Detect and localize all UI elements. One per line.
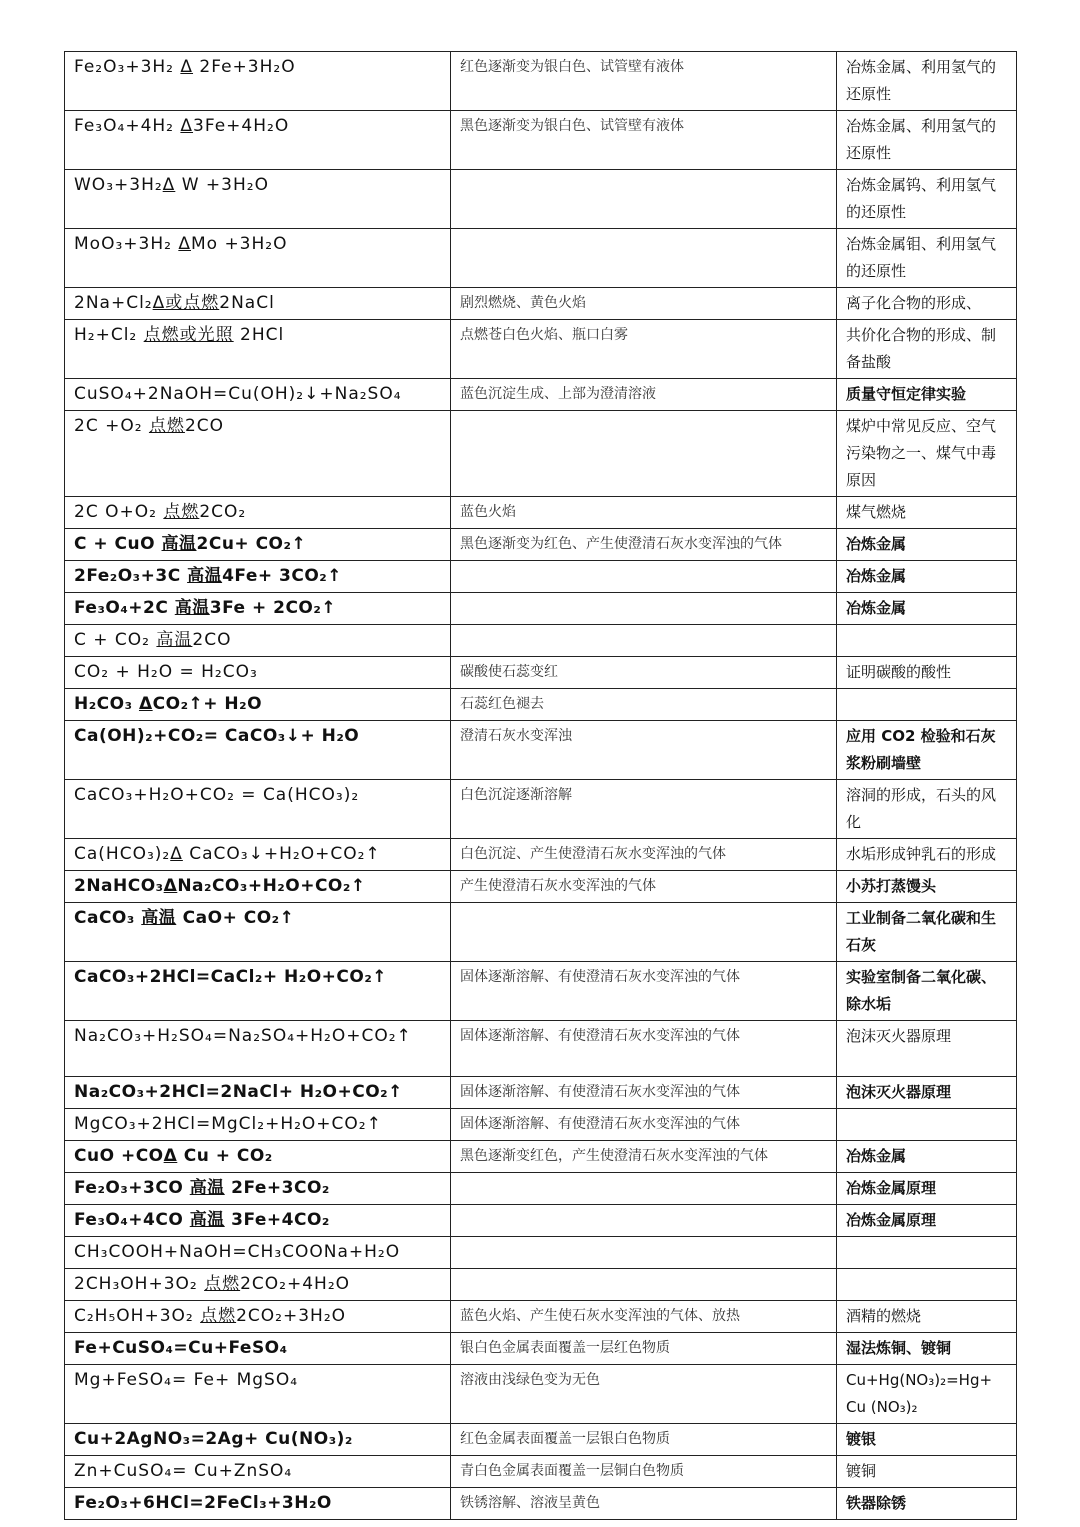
table-row <box>65 962 1017 1021</box>
equation-cell <box>65 561 451 593</box>
table-row <box>65 625 1017 657</box>
application-cell: 冶炼金属钼、利用氢气的还原性 <box>837 229 1017 288</box>
equation-part: 2C O+O₂ <box>74 502 164 522</box>
table-row <box>65 1269 1017 1301</box>
equation-cell <box>65 1109 451 1141</box>
equation-part: Mo +3H₂O <box>190 234 288 254</box>
reaction-table-body <box>65 52 1017 1520</box>
reaction-condition: 点燃或光照 <box>143 325 234 345</box>
equation-cell <box>65 170 451 229</box>
reaction-condition: Δ <box>170 844 183 864</box>
phenomenon-cell <box>451 1173 837 1205</box>
equation-cell <box>65 229 451 288</box>
reaction-condition: Δ <box>162 175 176 195</box>
table-row <box>65 497 1017 529</box>
table-row <box>65 721 1017 780</box>
phenomenon-cell: 碳酸使石蕊变红 <box>451 657 837 689</box>
equation-cell <box>65 1077 451 1109</box>
table-row <box>65 1141 1017 1173</box>
equation-cell <box>65 780 451 839</box>
application-cell: 铁器除锈 <box>837 1488 1017 1520</box>
application-cell: 冶炼金属、利用氢气的还原性 <box>837 111 1017 170</box>
equation-cell <box>65 320 451 379</box>
reaction-condition: 点燃 <box>163 502 200 522</box>
phenomenon-cell: 黑色逐渐变红色，产生使澄清石灰水变浑浊的气体 <box>451 1141 837 1173</box>
equation-part: 3Fe + 2CO₂↑ <box>209 598 337 618</box>
equation-part: Na₂CO₃+2HCl=2NaCl+ H₂O+CO₂↑ <box>74 1082 403 1102</box>
table-row <box>65 379 1017 411</box>
equation-part: C + CuO <box>74 534 162 554</box>
equation-cell <box>65 288 451 320</box>
table-row <box>65 1205 1017 1237</box>
table-row <box>65 1109 1017 1141</box>
table-row <box>65 1424 1017 1456</box>
application-cell: 小苏打蒸馒头 <box>837 871 1017 903</box>
table-row <box>65 780 1017 839</box>
equation-cell <box>65 1424 451 1456</box>
table-row <box>65 529 1017 561</box>
table-row <box>65 561 1017 593</box>
equation-part: CaCO₃+2HCl=CaCl₂+ H₂O+CO₂↑ <box>74 967 388 987</box>
equation-part: 2CO <box>184 416 225 436</box>
equation-part: 2Fe+3H₂O <box>193 57 296 77</box>
application-cell: 冶炼金属 <box>837 593 1017 625</box>
table-row <box>65 288 1017 320</box>
equation-part: 2Na+Cl₂ <box>74 293 153 313</box>
equation-cell <box>65 839 451 871</box>
table-row <box>65 1301 1017 1333</box>
equation-part: MoO₃+3H₂ <box>74 234 179 254</box>
equation-part: 4Fe+ 3CO₂↑ <box>222 566 342 586</box>
phenomenon-cell: 固体逐渐溶解、有使澄清石灰水变浑浊的气体 <box>451 1077 837 1109</box>
table-row <box>65 1173 1017 1205</box>
reaction-table <box>64 51 1017 1520</box>
equation-part: C₂H₅OH+3O₂ <box>74 1306 201 1326</box>
equation-cell <box>65 1456 451 1488</box>
application-cell: 质量守恒定律实验 <box>837 379 1017 411</box>
equation-cell <box>65 1173 451 1205</box>
phenomenon-cell: 剧烈燃烧、黄色火焰 <box>451 288 837 320</box>
equation-part: 2CO <box>192 630 232 650</box>
equation-cell <box>65 379 451 411</box>
table-row <box>65 1456 1017 1488</box>
equation-part: Fe₂O₃+6HCl=2FeCl₃+3H₂O <box>74 1493 332 1513</box>
application-cell: 证明碳酸的酸性 <box>837 657 1017 689</box>
application-cell <box>837 625 1017 657</box>
application-cell: 镀铜 <box>837 1456 1017 1488</box>
equation-cell <box>65 1333 451 1365</box>
phenomenon-cell <box>451 170 837 229</box>
phenomenon-cell: 澄清石灰水变浑浊 <box>451 721 837 780</box>
application-cell: 冶炼金属、利用氢气的还原性 <box>837 52 1017 111</box>
equation-part: Na₂CO₃+H₂O+CO₂↑ <box>177 876 366 896</box>
equation-part: 2Fe₂O₃+3C <box>74 566 188 586</box>
phenomenon-cell <box>451 561 837 593</box>
phenomenon-cell: 点燃苍白色火焰、瓶口白雾 <box>451 320 837 379</box>
phenomenon-cell: 固体逐渐溶解、有使澄清石灰水变浑浊的气体 <box>451 1021 837 1077</box>
application-cell: 冶炼金属 <box>837 561 1017 593</box>
equation-cell <box>65 1205 451 1237</box>
equation-part: CO₂↑+ H₂O <box>152 694 263 714</box>
application-cell: 泡沫灭火器原理 <box>837 1077 1017 1109</box>
phenomenon-cell <box>451 1237 837 1269</box>
table-row <box>65 1488 1017 1520</box>
application-cell <box>837 689 1017 721</box>
table-row <box>65 839 1017 871</box>
reaction-condition: Δ <box>138 694 153 714</box>
equation-cell <box>65 529 451 561</box>
application-cell: 工业制备二氧化碳和生石灰 <box>837 903 1017 962</box>
phenomenon-cell: 固体逐渐溶解、有使澄清石灰水变浑浊的气体 <box>451 1109 837 1141</box>
equation-cell <box>65 593 451 625</box>
equation-part: Fe₃O₄+2C <box>74 598 175 618</box>
equation-cell <box>65 1141 451 1173</box>
phenomenon-cell <box>451 1269 837 1301</box>
equation-part: WO₃+3H₂ <box>74 175 163 195</box>
application-cell: 湿法炼铜、镀铜 <box>837 1333 1017 1365</box>
table-row <box>65 903 1017 962</box>
equation-part: CaO+ CO₂↑ <box>176 908 295 928</box>
equation-part: 2CH₃OH+3O₂ <box>74 1274 205 1294</box>
equation-part: Na₂CO₃+H₂SO₄=Na₂SO₄+H₂O+CO₂↑ <box>74 1026 412 1046</box>
application-cell <box>837 1269 1017 1301</box>
reaction-condition: 高温 <box>189 1210 225 1230</box>
equation-part: 2CO₂+4H₂O <box>240 1274 351 1294</box>
equation-cell <box>65 111 451 170</box>
equation-part: 2CO₂ <box>199 502 247 522</box>
table-row <box>65 871 1017 903</box>
reaction-condition: Δ <box>163 1146 178 1166</box>
application-cell: 煤气燃烧 <box>837 497 1017 529</box>
equation-cell <box>65 962 451 1021</box>
phenomenon-cell: 产生使澄清石灰水变浑浊的气体 <box>451 871 837 903</box>
equation-part: H₂+Cl₂ <box>74 325 144 345</box>
phenomenon-cell <box>451 593 837 625</box>
equation-cell <box>65 721 451 780</box>
table-row <box>65 1237 1017 1269</box>
table-row <box>65 1365 1017 1424</box>
table-row <box>65 1021 1017 1077</box>
application-cell: 泡沫灭火器原理 <box>837 1021 1017 1077</box>
phenomenon-cell: 蓝色沉淀生成、上部为澄清溶液 <box>451 379 837 411</box>
application-cell: 冶炼金属原理 <box>837 1205 1017 1237</box>
equation-part: CaCO₃ <box>74 908 142 928</box>
equation-part: CO₂ + H₂O = H₂CO₃ <box>74 662 258 682</box>
application-cell: 应用 CO2 检验和石灰浆粉刷墙壁 <box>837 721 1017 780</box>
equation-part: MgCO₃+2HCl=MgCl₂+H₂O+CO₂↑ <box>74 1114 382 1134</box>
equation-cell <box>65 1365 451 1424</box>
application-cell: 实验室制备二氧化碳、除水垢 <box>837 962 1017 1021</box>
table-row <box>65 657 1017 689</box>
phenomenon-cell: 红色逐渐变为银白色、试管壁有液体 <box>451 52 837 111</box>
phenomenon-cell: 铁锈溶解、溶液呈黄色 <box>451 1488 837 1520</box>
reaction-condition: 高温 <box>187 566 223 586</box>
phenomenon-cell: 黑色逐渐变为红色、产生使澄清石灰水变浑浊的气体 <box>451 529 837 561</box>
application-cell: 离子化合物的形成、 <box>837 288 1017 320</box>
equation-part: 2NaCl <box>219 293 275 313</box>
equation-part: Cu + CO₂ <box>177 1146 273 1166</box>
application-cell: 镀银 <box>837 1424 1017 1456</box>
reaction-condition: Δ <box>163 876 178 896</box>
phenomenon-cell: 白色沉淀、产生使澄清石灰水变浑浊的气体 <box>451 839 837 871</box>
equation-cell <box>65 657 451 689</box>
reaction-condition: 高温 <box>189 1178 225 1198</box>
equation-part: 2NaHCO₃ <box>74 876 164 896</box>
application-cell: 共价化合物的形成、制备盐酸 <box>837 320 1017 379</box>
reaction-condition: Δ <box>180 116 194 136</box>
equation-part: Fe₃O₄+4CO <box>74 1210 190 1230</box>
equation-part: Fe₂O₃+3CO <box>74 1178 190 1198</box>
table-row <box>65 170 1017 229</box>
table-row <box>65 320 1017 379</box>
application-cell: 水垢形成钟乳石的形成 <box>837 839 1017 871</box>
application-cell: 酒精的燃烧 <box>837 1301 1017 1333</box>
table-row <box>65 1333 1017 1365</box>
reaction-condition: 高温 <box>156 630 193 650</box>
phenomenon-cell <box>451 1205 837 1237</box>
application-cell: Cu+Hg(NO₃)₂=Hg+ Cu (NO₃)₂ <box>837 1365 1017 1424</box>
reaction-condition: 高温 <box>174 598 210 618</box>
phenomenon-cell: 白色沉淀逐渐溶解 <box>451 780 837 839</box>
reaction-condition: 高温 <box>141 908 177 928</box>
equation-part: CH₃COOH+NaOH=CH₃COONa+H₂O <box>74 1242 401 1262</box>
equation-part: Ca(OH)₂+CO₂= CaCO₃↓+ H₂O <box>74 726 360 746</box>
equation-part: Fe+CuSO₄=Cu+FeSO₄ <box>74 1338 288 1358</box>
table-row <box>65 111 1017 170</box>
equation-part: Cu+2AgNO₃=2Ag+ Cu(NO₃)₂ <box>74 1429 353 1449</box>
reaction-condition: Δ <box>180 57 194 77</box>
equation-cell <box>65 625 451 657</box>
equation-cell <box>65 1237 451 1269</box>
table-row <box>65 1077 1017 1109</box>
equation-part: 2C +O₂ <box>74 416 149 436</box>
equation-cell <box>65 411 451 497</box>
phenomenon-cell <box>451 625 837 657</box>
equation-cell <box>65 497 451 529</box>
table-row <box>65 411 1017 497</box>
equation-part: CaCO₃+H₂O+CO₂ = Ca(HCO₃)₂ <box>74 785 360 805</box>
application-cell: 冶炼金属 <box>837 1141 1017 1173</box>
equation-part: 2Fe+3CO₂ <box>224 1178 330 1198</box>
reaction-condition: Δ <box>178 234 191 254</box>
equation-part: W +3H₂O <box>175 175 269 195</box>
application-cell: 煤炉中常见反应、空气污染物之一、煤气中毒原因 <box>837 411 1017 497</box>
phenomenon-cell: 黑色逐渐变为银白色、试管壁有液体 <box>451 111 837 170</box>
equation-part: 2Cu+ CO₂↑ <box>196 534 307 554</box>
equation-part: Fe₃O₄+4H₂ <box>74 116 181 136</box>
equation-cell <box>65 903 451 962</box>
phenomenon-cell <box>451 229 837 288</box>
application-cell: 冶炼金属原理 <box>837 1173 1017 1205</box>
phenomenon-cell: 固体逐渐溶解、有使澄清石灰水变浑浊的气体 <box>451 962 837 1021</box>
phenomenon-cell: 石蕊红色褪去 <box>451 689 837 721</box>
equation-part: 3Fe+4CO₂ <box>224 1210 330 1230</box>
equation-part: Zn+CuSO₄= Cu+ZnSO₄ <box>74 1461 293 1481</box>
equation-part: 2CO₂+3H₂O <box>236 1306 347 1326</box>
phenomenon-cell: 红色金属表面覆盖一层银白色物质 <box>451 1424 837 1456</box>
reaction-condition: 点燃 <box>204 1274 241 1294</box>
application-cell: 冶炼金属 <box>837 529 1017 561</box>
reaction-condition: 高温 <box>161 534 197 554</box>
equation-part: 2HCl <box>233 325 285 345</box>
equation-part: Ca(HCO₃)₂ <box>74 844 171 864</box>
equation-cell <box>65 52 451 111</box>
equation-part: CaCO₃↓+H₂O+CO₂↑ <box>182 844 381 864</box>
equation-part: Mg+FeSO₄= Fe+ MgSO₄ <box>74 1370 299 1390</box>
equation-part: CuSO₄+2NaOH=Cu(OH)₂↓+Na₂SO₄ <box>74 384 402 404</box>
phenomenon-cell: 蓝色火焰 <box>451 497 837 529</box>
reaction-condition: Δ或点燃 <box>152 293 220 313</box>
application-cell: 冶炼金属钨、利用氢气的还原性 <box>837 170 1017 229</box>
phenomenon-cell: 银白色金属表面覆盖一层红色物质 <box>451 1333 837 1365</box>
equation-cell <box>65 1301 451 1333</box>
table-row <box>65 593 1017 625</box>
table-row <box>65 52 1017 111</box>
reaction-condition: 点燃 <box>200 1306 237 1326</box>
equation-cell <box>65 1269 451 1301</box>
equation-cell <box>65 871 451 903</box>
equation-cell <box>65 689 451 721</box>
equation-part: 3Fe+4H₂O <box>193 116 290 136</box>
equation-part: Fe₂O₃+3H₂ <box>74 57 181 77</box>
reaction-condition: 点燃 <box>148 416 185 436</box>
equation-cell <box>65 1021 451 1077</box>
equation-part: H₂CO₃ <box>74 694 139 714</box>
table-row <box>65 689 1017 721</box>
phenomenon-cell: 青白色金属表面覆盖一层铜白色物质 <box>451 1456 837 1488</box>
phenomenon-cell <box>451 903 837 962</box>
phenomenon-cell: 溶液由浅绿色变为无色 <box>451 1365 837 1424</box>
phenomenon-cell <box>451 411 837 497</box>
application-cell <box>837 1237 1017 1269</box>
application-cell: 溶洞的形成，石头的风化 <box>837 780 1017 839</box>
phenomenon-cell: 蓝色火焰、产生使石灰水变浑浊的气体、放热 <box>451 1301 837 1333</box>
equation-cell <box>65 1488 451 1520</box>
table-row <box>65 229 1017 288</box>
equation-part: C + CO₂ <box>74 630 157 650</box>
equation-part: CuO +CO <box>74 1146 164 1166</box>
application-cell <box>837 1109 1017 1141</box>
